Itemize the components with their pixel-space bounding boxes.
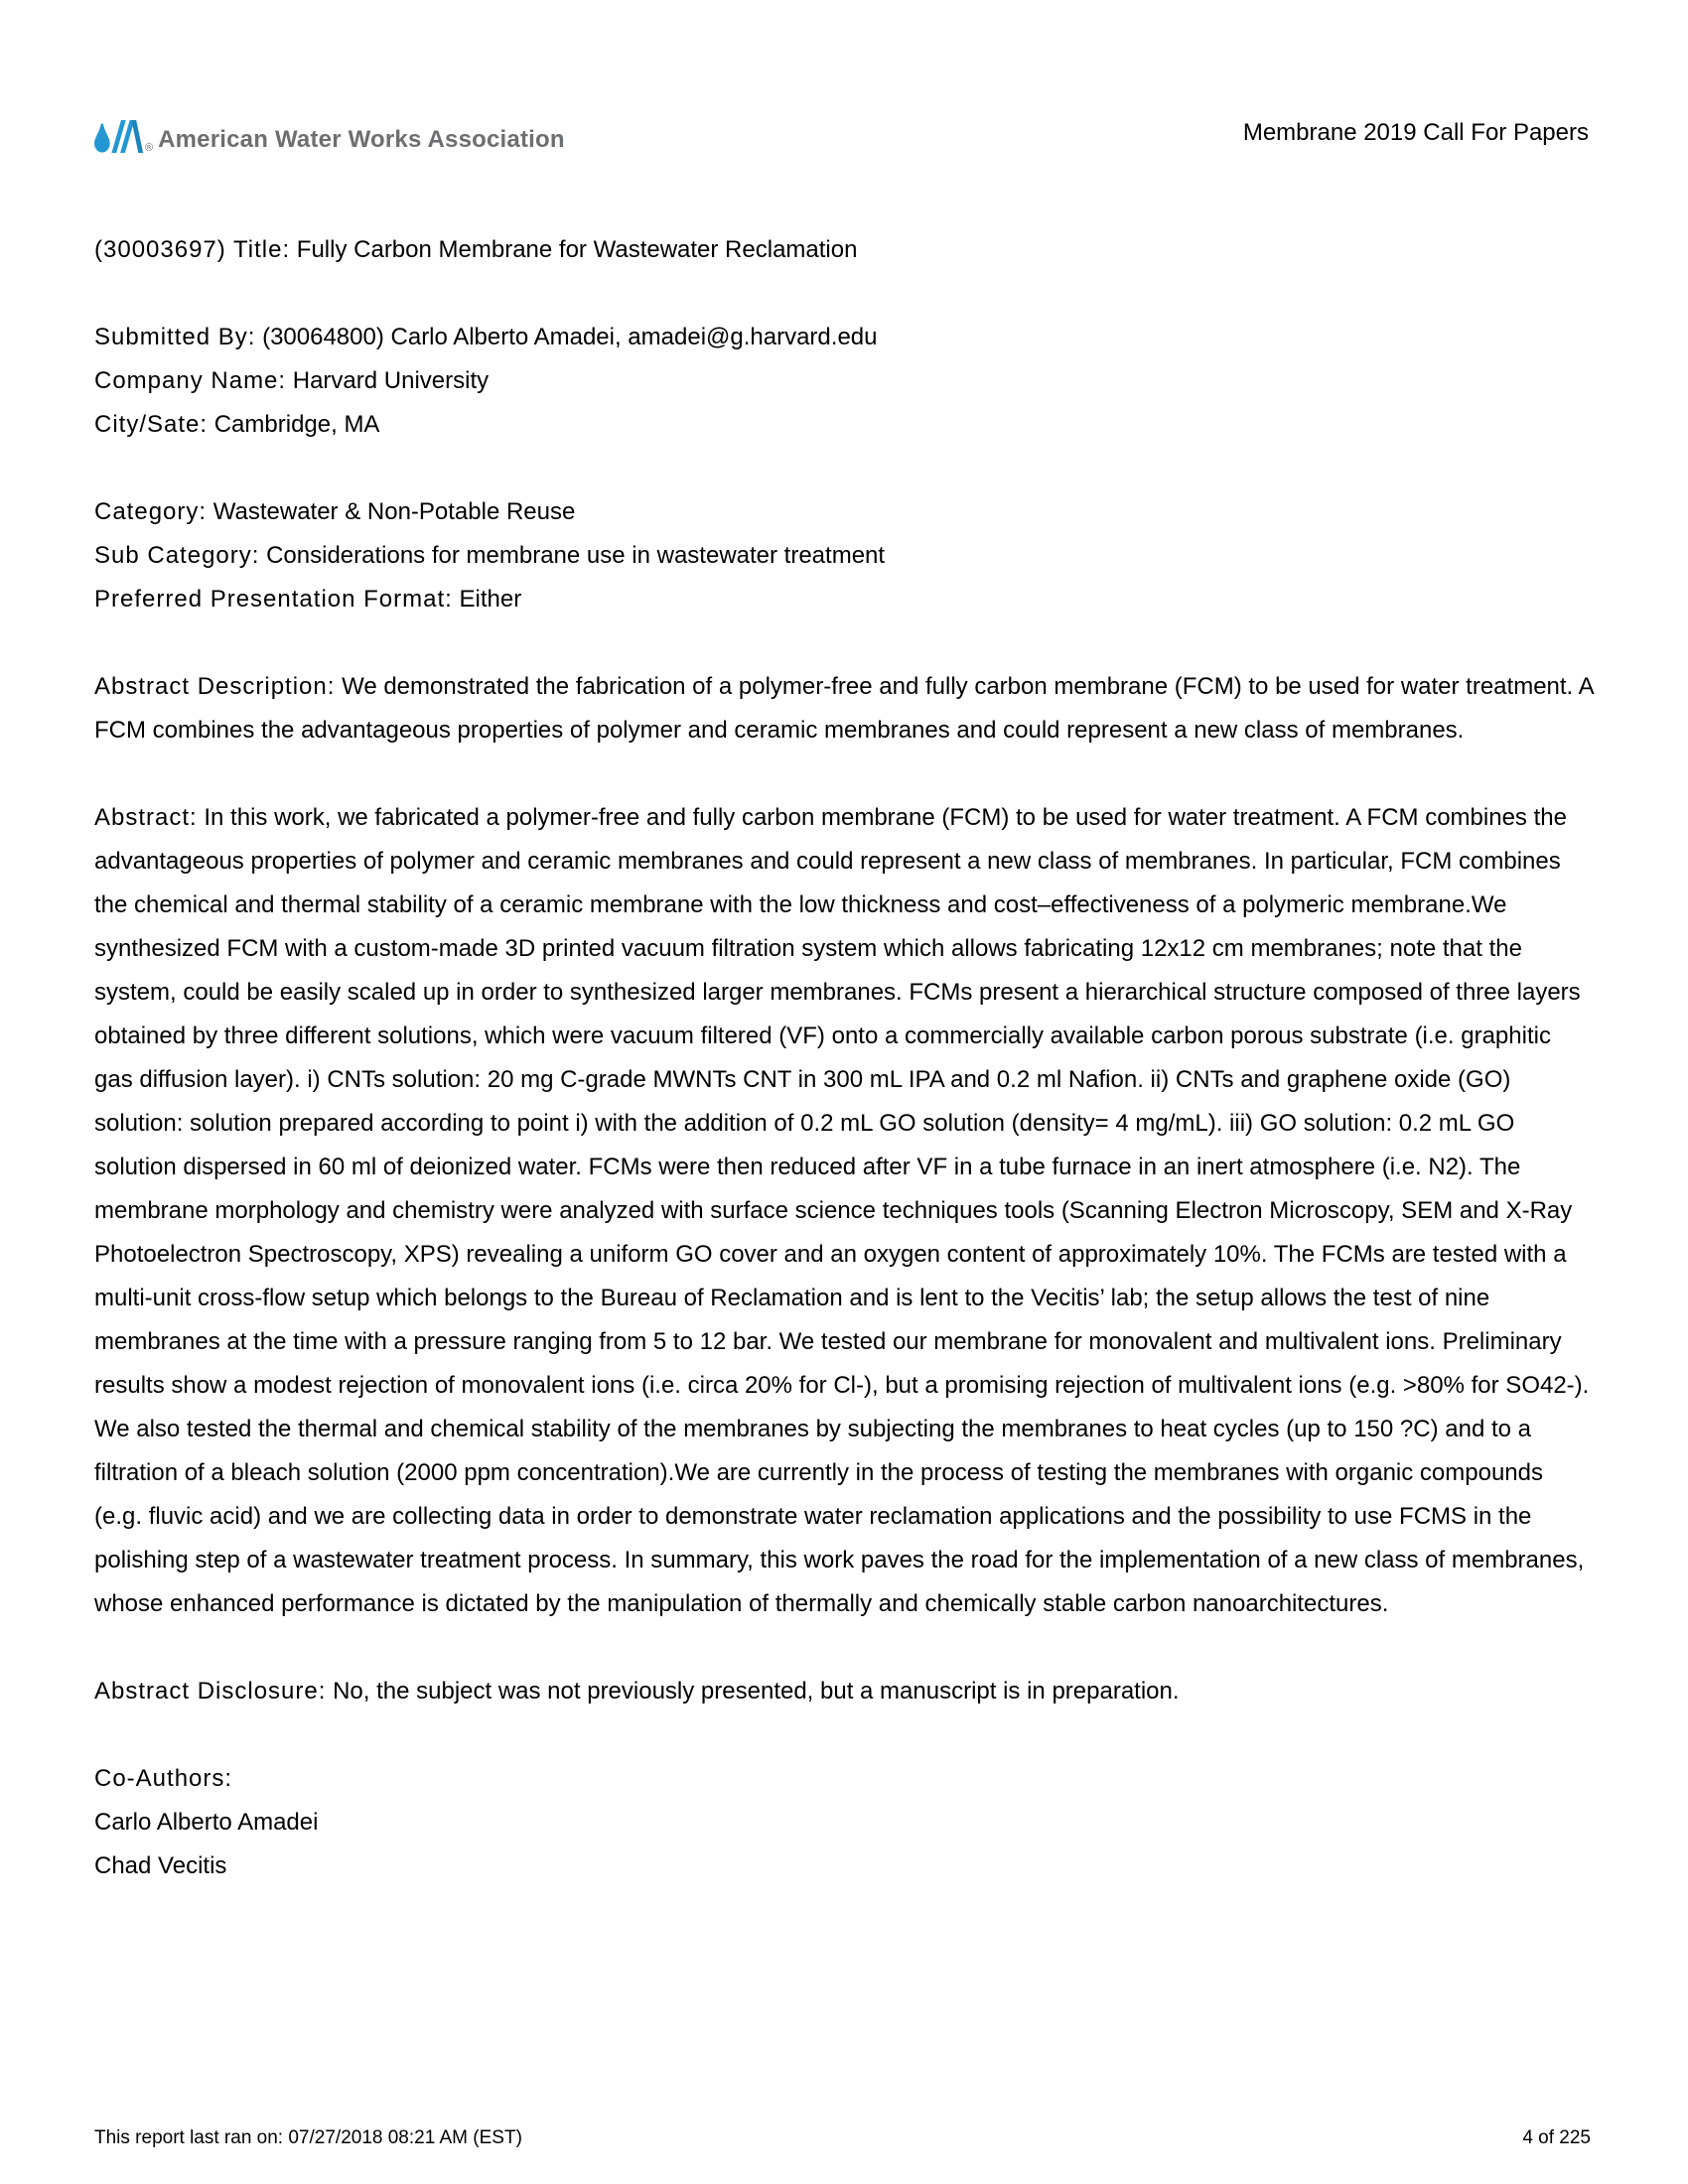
company-name-label: Company Name:: [94, 367, 287, 394]
abstract-description-text: We demonstrated the fabrication of a polymer-free and fully carbon membrane (FCM) to be used for water treatment. A FCM combines the advantageous properties of polymer and ceramic membranes and could represent a new class of membranes.: [94, 673, 1594, 744]
submission-title-section: [94, 228, 1596, 272]
submitted-by-label: Submitted By:: [94, 324, 256, 350]
abstract-disclosure-label: Abstract Disclosure:: [94, 1678, 327, 1705]
submission-title-label: (30003697) Title:: [94, 236, 291, 263]
water-drop-icon: [94, 111, 144, 155]
company-name-value: Harvard University: [292, 367, 490, 394]
classification-section: [94, 490, 1596, 621]
abstract-description-label: Abstract Description:: [94, 673, 336, 700]
report-content: [94, 228, 1596, 1932]
page-header: [94, 111, 1589, 155]
city-state-label: City/Sate:: [94, 411, 209, 438]
co-author-name: Carlo Alberto Amadei: [94, 1809, 319, 1836]
co-authors-label: Co-Authors:: [94, 1765, 233, 1792]
submitted-by-value: (30064800) Carlo Alberto Amadei, amadei@g.harvard.edu: [262, 324, 878, 350]
abstract-disclosure-text: No, the subject was not previously presented, but a manuscript is in preparation.: [333, 1678, 1180, 1705]
page-footer: [94, 2127, 1591, 2150]
abstract-description-section: [94, 665, 1596, 752]
co-authors-section: [94, 1757, 1596, 1888]
submitter-section: [94, 316, 1596, 447]
presentation-format-value: Either: [459, 586, 522, 613]
city-state-line: [94, 403, 1596, 447]
sub-category-value: Considerations for membrane use in wastewater treatment: [266, 542, 886, 569]
awwa-logo: [94, 111, 565, 155]
submission-title-value: Fully Carbon Membrane for Wastewater Reclamation: [296, 236, 858, 263]
abstract-label: Abstract:: [94, 804, 198, 831]
city-state-value: Cambridge, MA: [213, 411, 380, 438]
category-label: Category:: [94, 498, 208, 525]
presentation-format-label: Preferred Presentation Format:: [94, 586, 453, 613]
submitted-by-line: [94, 316, 1596, 359]
abstract-text: In this work, we fabricated a polymer-free and fully carbon membrane (FCM) to be used for water treatment. A FCM combines the advantageous properties of polymer and ceramic membranes and could represent a new class of membranes. In particular, FCM combines the chemical and thermal stability of a ceramic membrane with the low thickness and cost–effectiveness of a polymeric membrane.We synthesized FCM with a custom-made 3D printed vacuum filtration system which allows fabricating 12x12 cm membranes; note that the system, could be easily scaled up in order to synthesized larger membranes. FCMs present a hierarchical structure composed of three layers obtained by three different solutions, which were vacuum filtered (VF) onto a commercially available carbon porous substrate (i.e. graphitic gas diffusion layer). i) CNTs solution: 20 mg C-grade MWNTs CNT in 300 mL IPA and 0.2 ml Nafion. ii) CNTs and graphene oxide (GO) solution: solution prepared according to point i) with the addition of 0.2 mL GO solution (density= 4 mg/mL). iii) GO solution: 0.2 mL GO solution dispersed in 60 ml of deionized water. FCMs were then reduced after VF in a tube furnace in an inert atmosphere (i.e. N2). The membrane morphology and chemistry were analyzed with surface science techniques tools (Scanning Electron Microscopy, SEM and X-Ray Photoelectron Spectroscopy, XPS) revealing a uniform GO cover and an oxygen content of approximately 10%. The FCMs are tested with a multi-unit cross-flow setup which belongs to the Bureau of Reclamation and is lent to the Vecitis’ lab; the setup allows the test of nine membranes at the time with a pressure ranging from 5 to 12 bar. We tested our membrane for monovalent and multivalent ions. Preliminary results show a modest rejection of monovalent ions (i.e. circa 20% for Cl-), but a promising rejection of multivalent ions (e.g. >80% for SO42-). We also tested the thermal and chemical stability of the membranes by subjecting the membranes to heat cycles (up to 150 ?C) and to a filtration of a bleach solution (2000 ppm concentration).We are currently in the process of testing the membranes with organic compounds (e.g. fluvic acid) and we are collecting data in order to demonstrate water reclamation applications and the possibility to use FCMS in the polishing step of a wastewater treatment process. In summary, this work paves the road for the implementation of a new class of membranes, whose enhanced performance is dictated by the manipulation of thermally and chemically stable carbon nanoarchitectures.: [94, 804, 1590, 1617]
abstract-section: [94, 796, 1596, 1626]
sub-category-label: Sub Category:: [94, 542, 260, 569]
registered-mark: ®: [145, 142, 154, 154]
report-run-timestamp: This report last ran on: 07/27/2018 08:21 AM (EST): [94, 2127, 522, 2149]
abstract-disclosure-section: [94, 1670, 1596, 1713]
co-authors-heading: [94, 1757, 1596, 1801]
presentation-format-line: [94, 578, 1596, 621]
co-author-name: Chad Vecitis: [94, 1852, 227, 1879]
page-number: 4 of 225: [1522, 2127, 1591, 2149]
document-title: Membrane 2019 Call For Papers: [1242, 119, 1589, 146]
logo-org-name: American Water Works Association: [158, 125, 565, 153]
sub-category-line: [94, 534, 1596, 578]
submission-title-line: [94, 228, 1596, 272]
category-line: [94, 490, 1596, 534]
category-value: Wastewater & Non-Potable Reuse: [212, 498, 576, 525]
company-name-line: [94, 359, 1596, 403]
